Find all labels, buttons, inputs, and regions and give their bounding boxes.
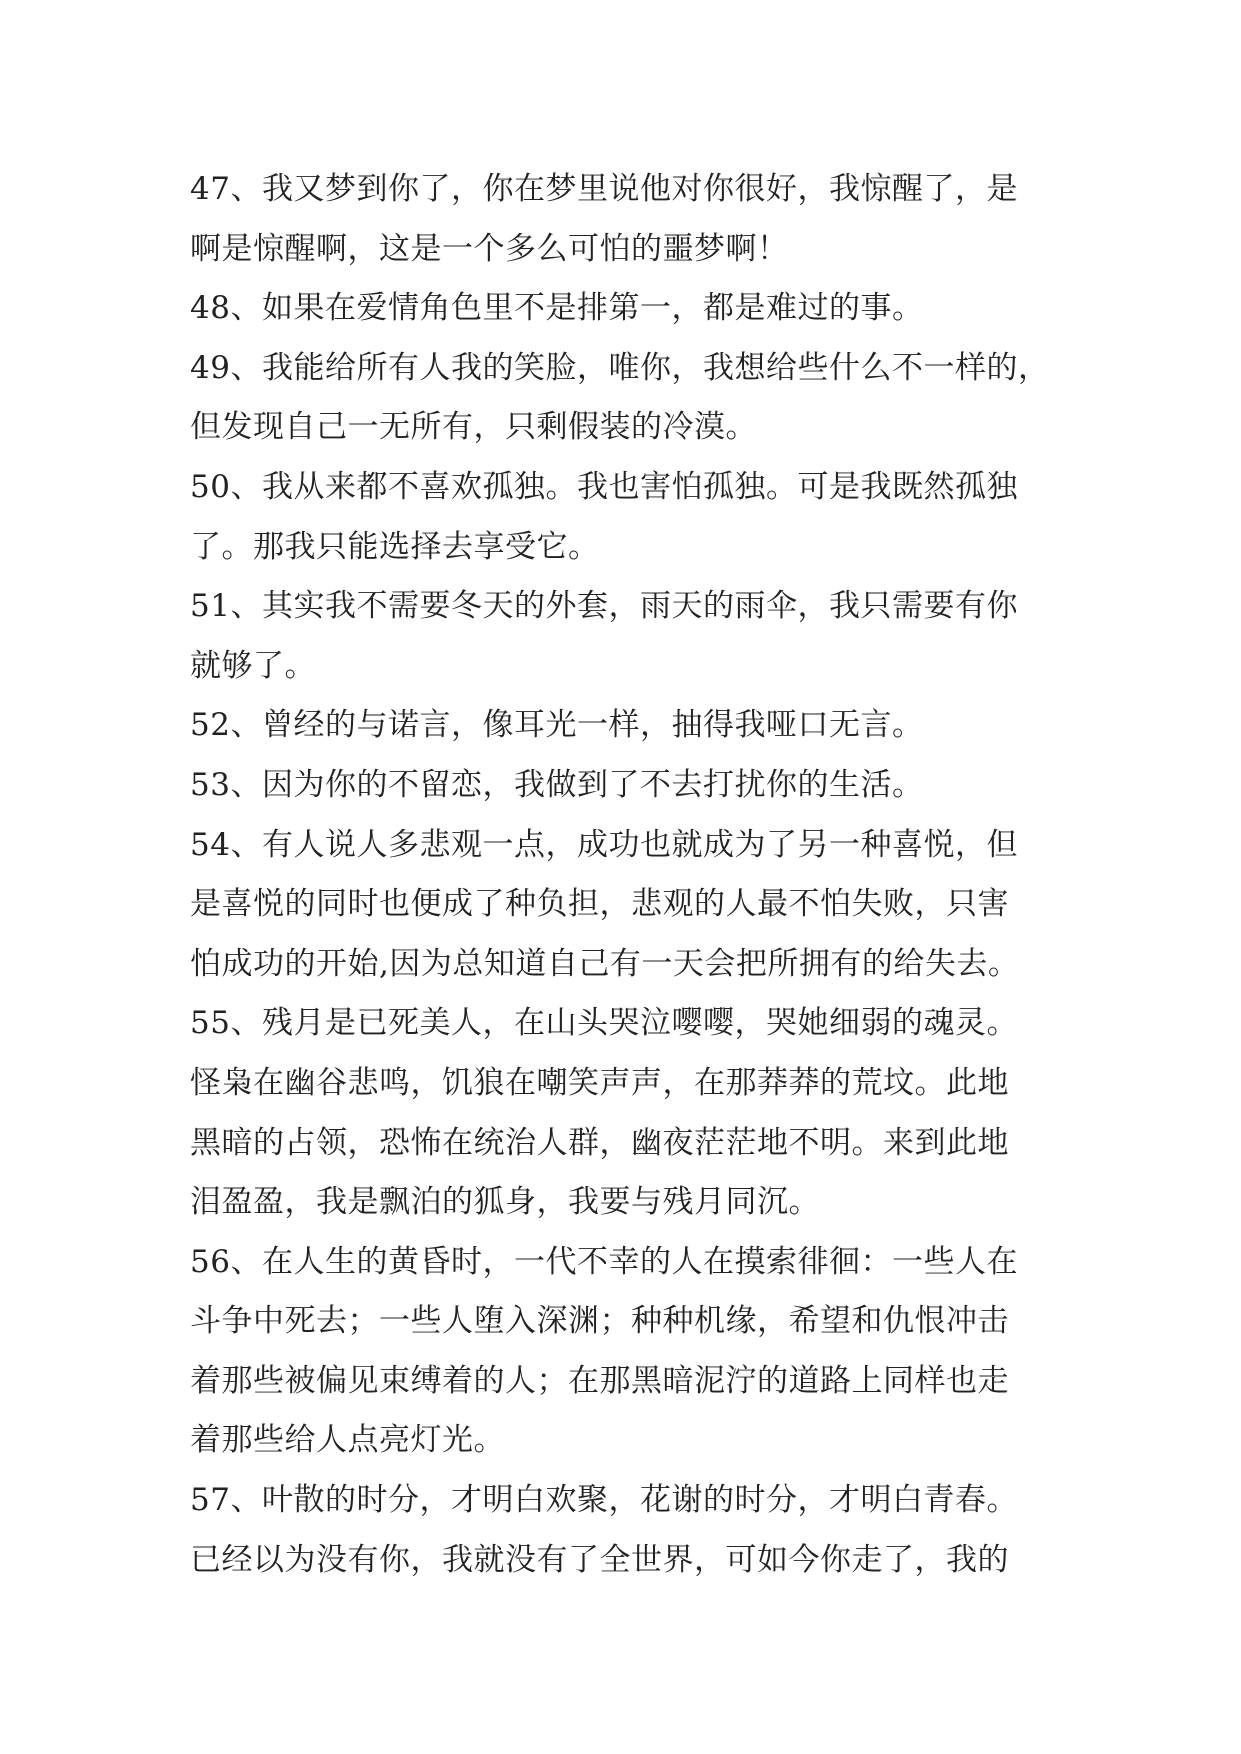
text-line-5: 但发现自己一无所有，只剩假装的冷漠。 [190,409,757,446]
text-line-6: 50、我从来都不喜欢孤独。我也害怕孤独。可是我既然孤独 [190,468,1018,505]
text-line-3: 48、如果在爱情角色里不是排第一，都是难过的事。 [190,290,924,327]
text-line-24: 已经以为没有你，我就没有了全世界，可如今你走了，我的 [190,1541,1009,1578]
text-line-1: 47、我又梦到你了，你在梦里说他对你很好，我惊醒了，是 [190,171,1018,207]
text-line-15: 55、残月是已死美人，在山头哭泣嘤嘤，哭她细弱的魂灵。 [190,1005,1018,1042]
text-line-21: 着那些被偏见束缚着的人；在那黑暗泥泞的道路上同样也走 [190,1362,1009,1399]
text-line-11: 53、因为你的不留恋，我做到了不去打扰你的生活。 [190,766,924,803]
text-line-19: 56、在人生的黄昏时，一代不幸的人在摸索徘徊：一些人在 [190,1243,1018,1280]
text-line-9: 就够了。 [190,647,316,684]
text-line-22: 着那些给人点亮灯光。 [190,1422,505,1459]
body-text [190,160,1080,1590]
text-line-23: 57、叶散的时分，才明白欢聚，花谢的时分，才明白青春。 [190,1482,1018,1519]
text-line-8: 51、其实我不需要冬天的外套，雨天的雨伞，我只需要有你 [190,588,1018,625]
text-line-2: 啊是惊醒啊，这是一个多么可怕的噩梦啊！ [190,230,789,267]
text-line-12: 54、有人说人多悲观一点，成功也就成为了另一种喜悦，但 [190,826,1018,863]
text-line-7: 了。那我只能选择去享受它。 [190,528,600,565]
text-line-4: 49、我能给所有人我的笑脸，唯你，我想给些什么不一样的， [190,349,1050,386]
text-line-17: 黑暗的占领，恐怖在统治人群，幽夜茫茫地不明。来到此地 [190,1124,1009,1161]
text-line-20: 斗争中死去；一些人堕入深渊；种种机缘，希望和仇恨冲击 [190,1303,1009,1340]
text-line-13: 是喜悦的同时也便成了种负担，悲观的人最不怕失败，只害 [190,886,1009,923]
text-line-18: 泪盈盈，我是飘泊的狐身，我要与残月同沉。 [190,1184,820,1221]
text-line-10: 52、曾经的与诺言，像耳光一样，抽得我哑口无言。 [190,707,924,744]
text-line-16: 怪枭在幽谷悲鸣，饥狼在嘲笑声声，在那莽莽的荒坟。此地 [190,1064,1009,1101]
text-line-14: 怕成功的开始,因为总知道自己有一天会把所拥有的给失去。 [190,945,1020,982]
